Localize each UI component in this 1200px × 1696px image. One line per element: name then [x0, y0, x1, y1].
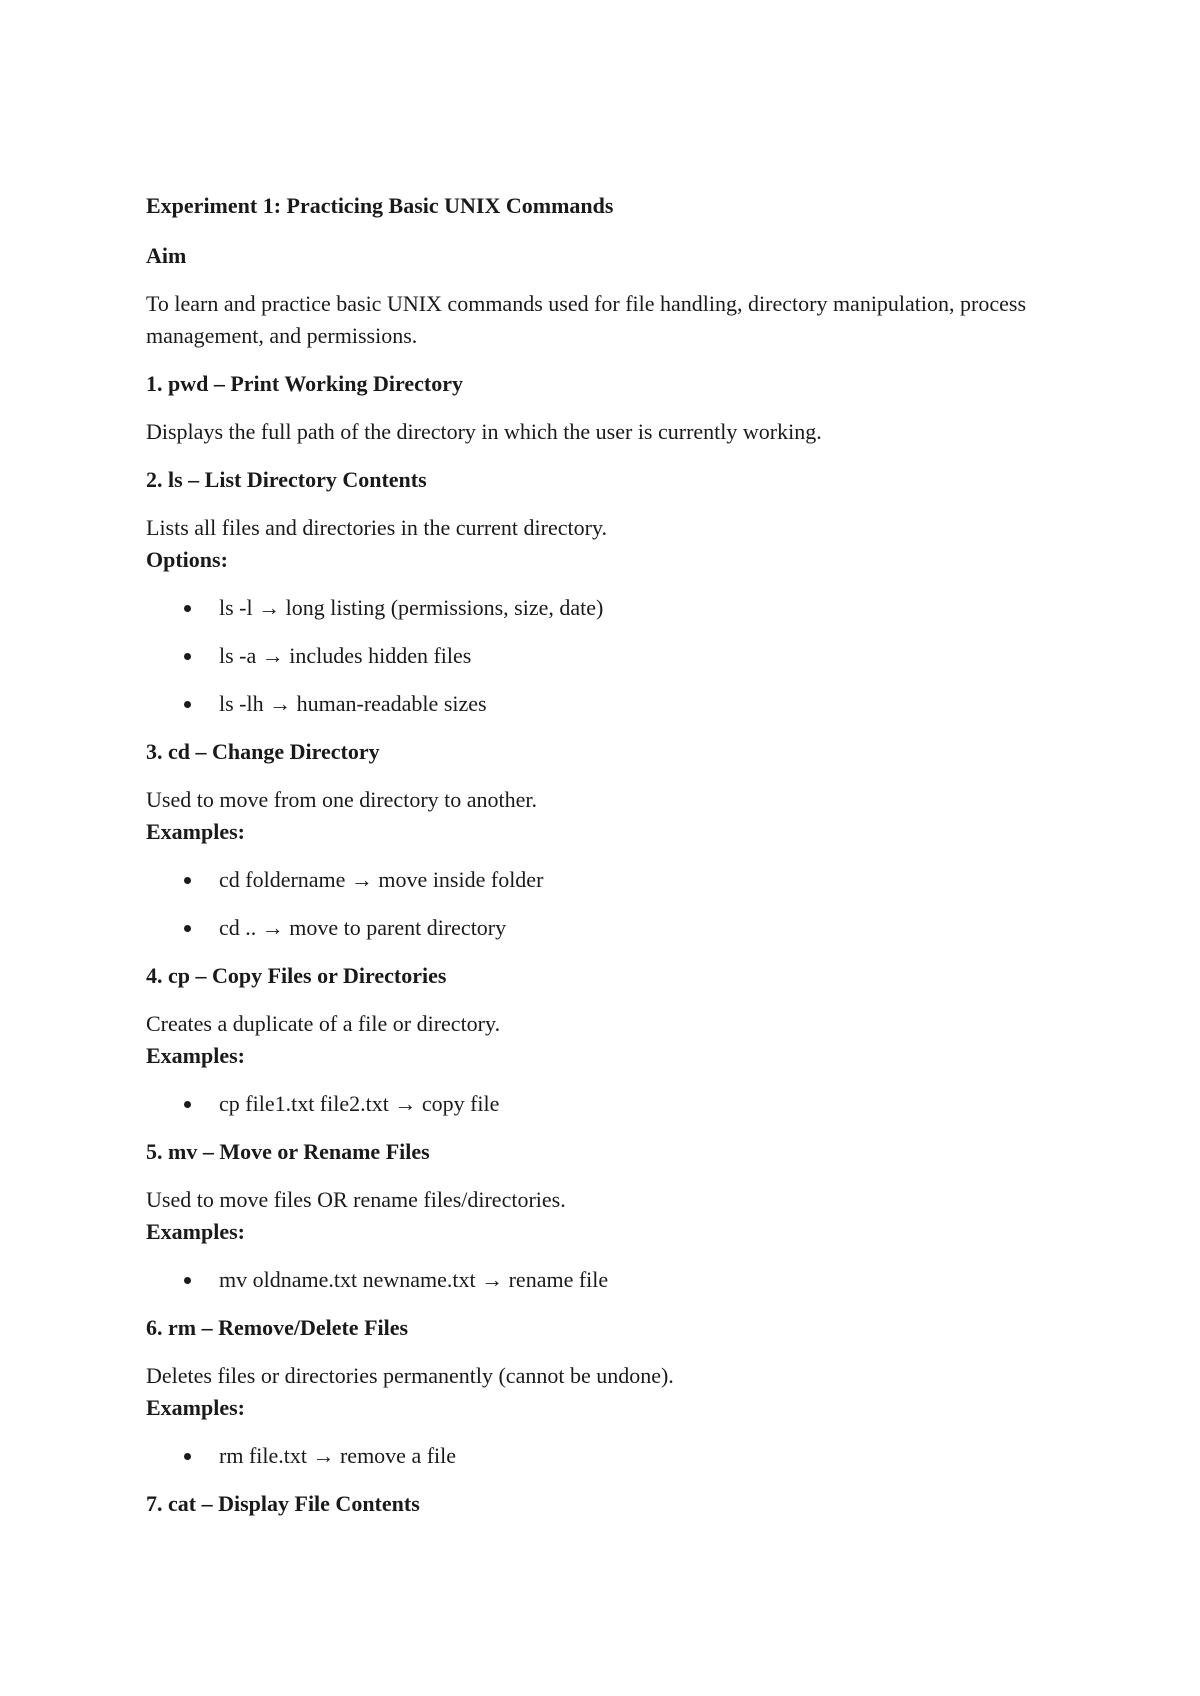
list-item-text: cp file1.txt file2.txt → copy file: [219, 1091, 500, 1116]
section-label: Examples:: [146, 819, 245, 844]
command-section: [146, 1488, 1066, 1520]
bullet-icon: [184, 653, 191, 660]
section-heading: 1. pwd – Print Working Directory: [146, 371, 463, 396]
aim-text: To learn and practice basic UNIX commands used for file handling, directory manipulation, process management, and permissions.: [146, 291, 1027, 348]
command-section: [146, 960, 1066, 1120]
list-item-text: cd .. → move to parent directory: [219, 915, 507, 940]
section-description: Lists all files and directories in the current directory.: [146, 515, 608, 540]
section-heading: 3. cd – Change Directory: [146, 739, 380, 764]
list-item: [146, 1088, 1066, 1120]
section-label: Examples:: [146, 1219, 245, 1244]
list-item-text: rm file.txt → remove a file: [219, 1443, 457, 1468]
bullet-list: [146, 592, 1066, 720]
section-description: Displays the full path of the directory in which the user is currently working.: [146, 419, 822, 444]
command-section: [146, 464, 1066, 720]
section-description: Used to move from one directory to another.: [146, 787, 538, 812]
command-section: [146, 1312, 1066, 1472]
command-sections: [146, 368, 1066, 1520]
bullet-icon: [184, 1453, 191, 1460]
section-heading: 2. ls – List Directory Contents: [146, 467, 427, 492]
list-item-text: ls -a → includes hidden files: [219, 643, 472, 668]
list-item: [146, 592, 1066, 624]
list-item-text: ls -l → long listing (permissions, size, date): [219, 595, 604, 620]
list-item-text: cd foldername → move inside folder: [219, 867, 544, 892]
section-heading: 7. cat – Display File Contents: [146, 1491, 420, 1516]
bullet-icon: [184, 701, 191, 708]
list-item-text: ls -lh → human-readable sizes: [219, 691, 487, 716]
list-item: [146, 864, 1066, 896]
bullet-list: [146, 1440, 1066, 1472]
section-label: Options:: [146, 547, 228, 572]
bullet-list: [146, 1088, 1066, 1120]
list-item: [146, 1264, 1066, 1296]
list-item: [146, 688, 1066, 720]
bullet-icon: [184, 877, 191, 884]
bullet-icon: [184, 925, 191, 932]
list-item: [146, 912, 1066, 944]
document-title: Experiment 1: Practicing Basic UNIX Commands: [146, 193, 614, 218]
list-item-text: mv oldname.txt newname.txt → rename file: [219, 1267, 609, 1292]
section-heading: 6. rm – Remove/Delete Files: [146, 1315, 409, 1340]
bullet-icon: [184, 1101, 191, 1108]
bullet-icon: [184, 1277, 191, 1284]
document-body: [146, 190, 1066, 1536]
section-description: Deletes files or directories permanently (cannot be undone).: [146, 1363, 674, 1388]
section-description: Used to move files OR rename files/directories.: [146, 1187, 566, 1212]
aim-heading: Aim: [146, 243, 187, 268]
section-heading: 4. cp – Copy Files or Directories: [146, 963, 447, 988]
section-description: Creates a duplicate of a file or directory.: [146, 1011, 501, 1036]
section-label: Examples:: [146, 1395, 245, 1420]
bullet-list: [146, 1264, 1066, 1296]
list-item: [146, 640, 1066, 672]
section-heading: 5. mv – Move or Rename Files: [146, 1139, 430, 1164]
command-section: [146, 736, 1066, 944]
list-item: [146, 1440, 1066, 1472]
bullet-icon: [184, 605, 191, 612]
command-section: [146, 368, 1066, 448]
command-section: [146, 1136, 1066, 1296]
bullet-list: [146, 864, 1066, 944]
section-label: Examples:: [146, 1043, 245, 1068]
